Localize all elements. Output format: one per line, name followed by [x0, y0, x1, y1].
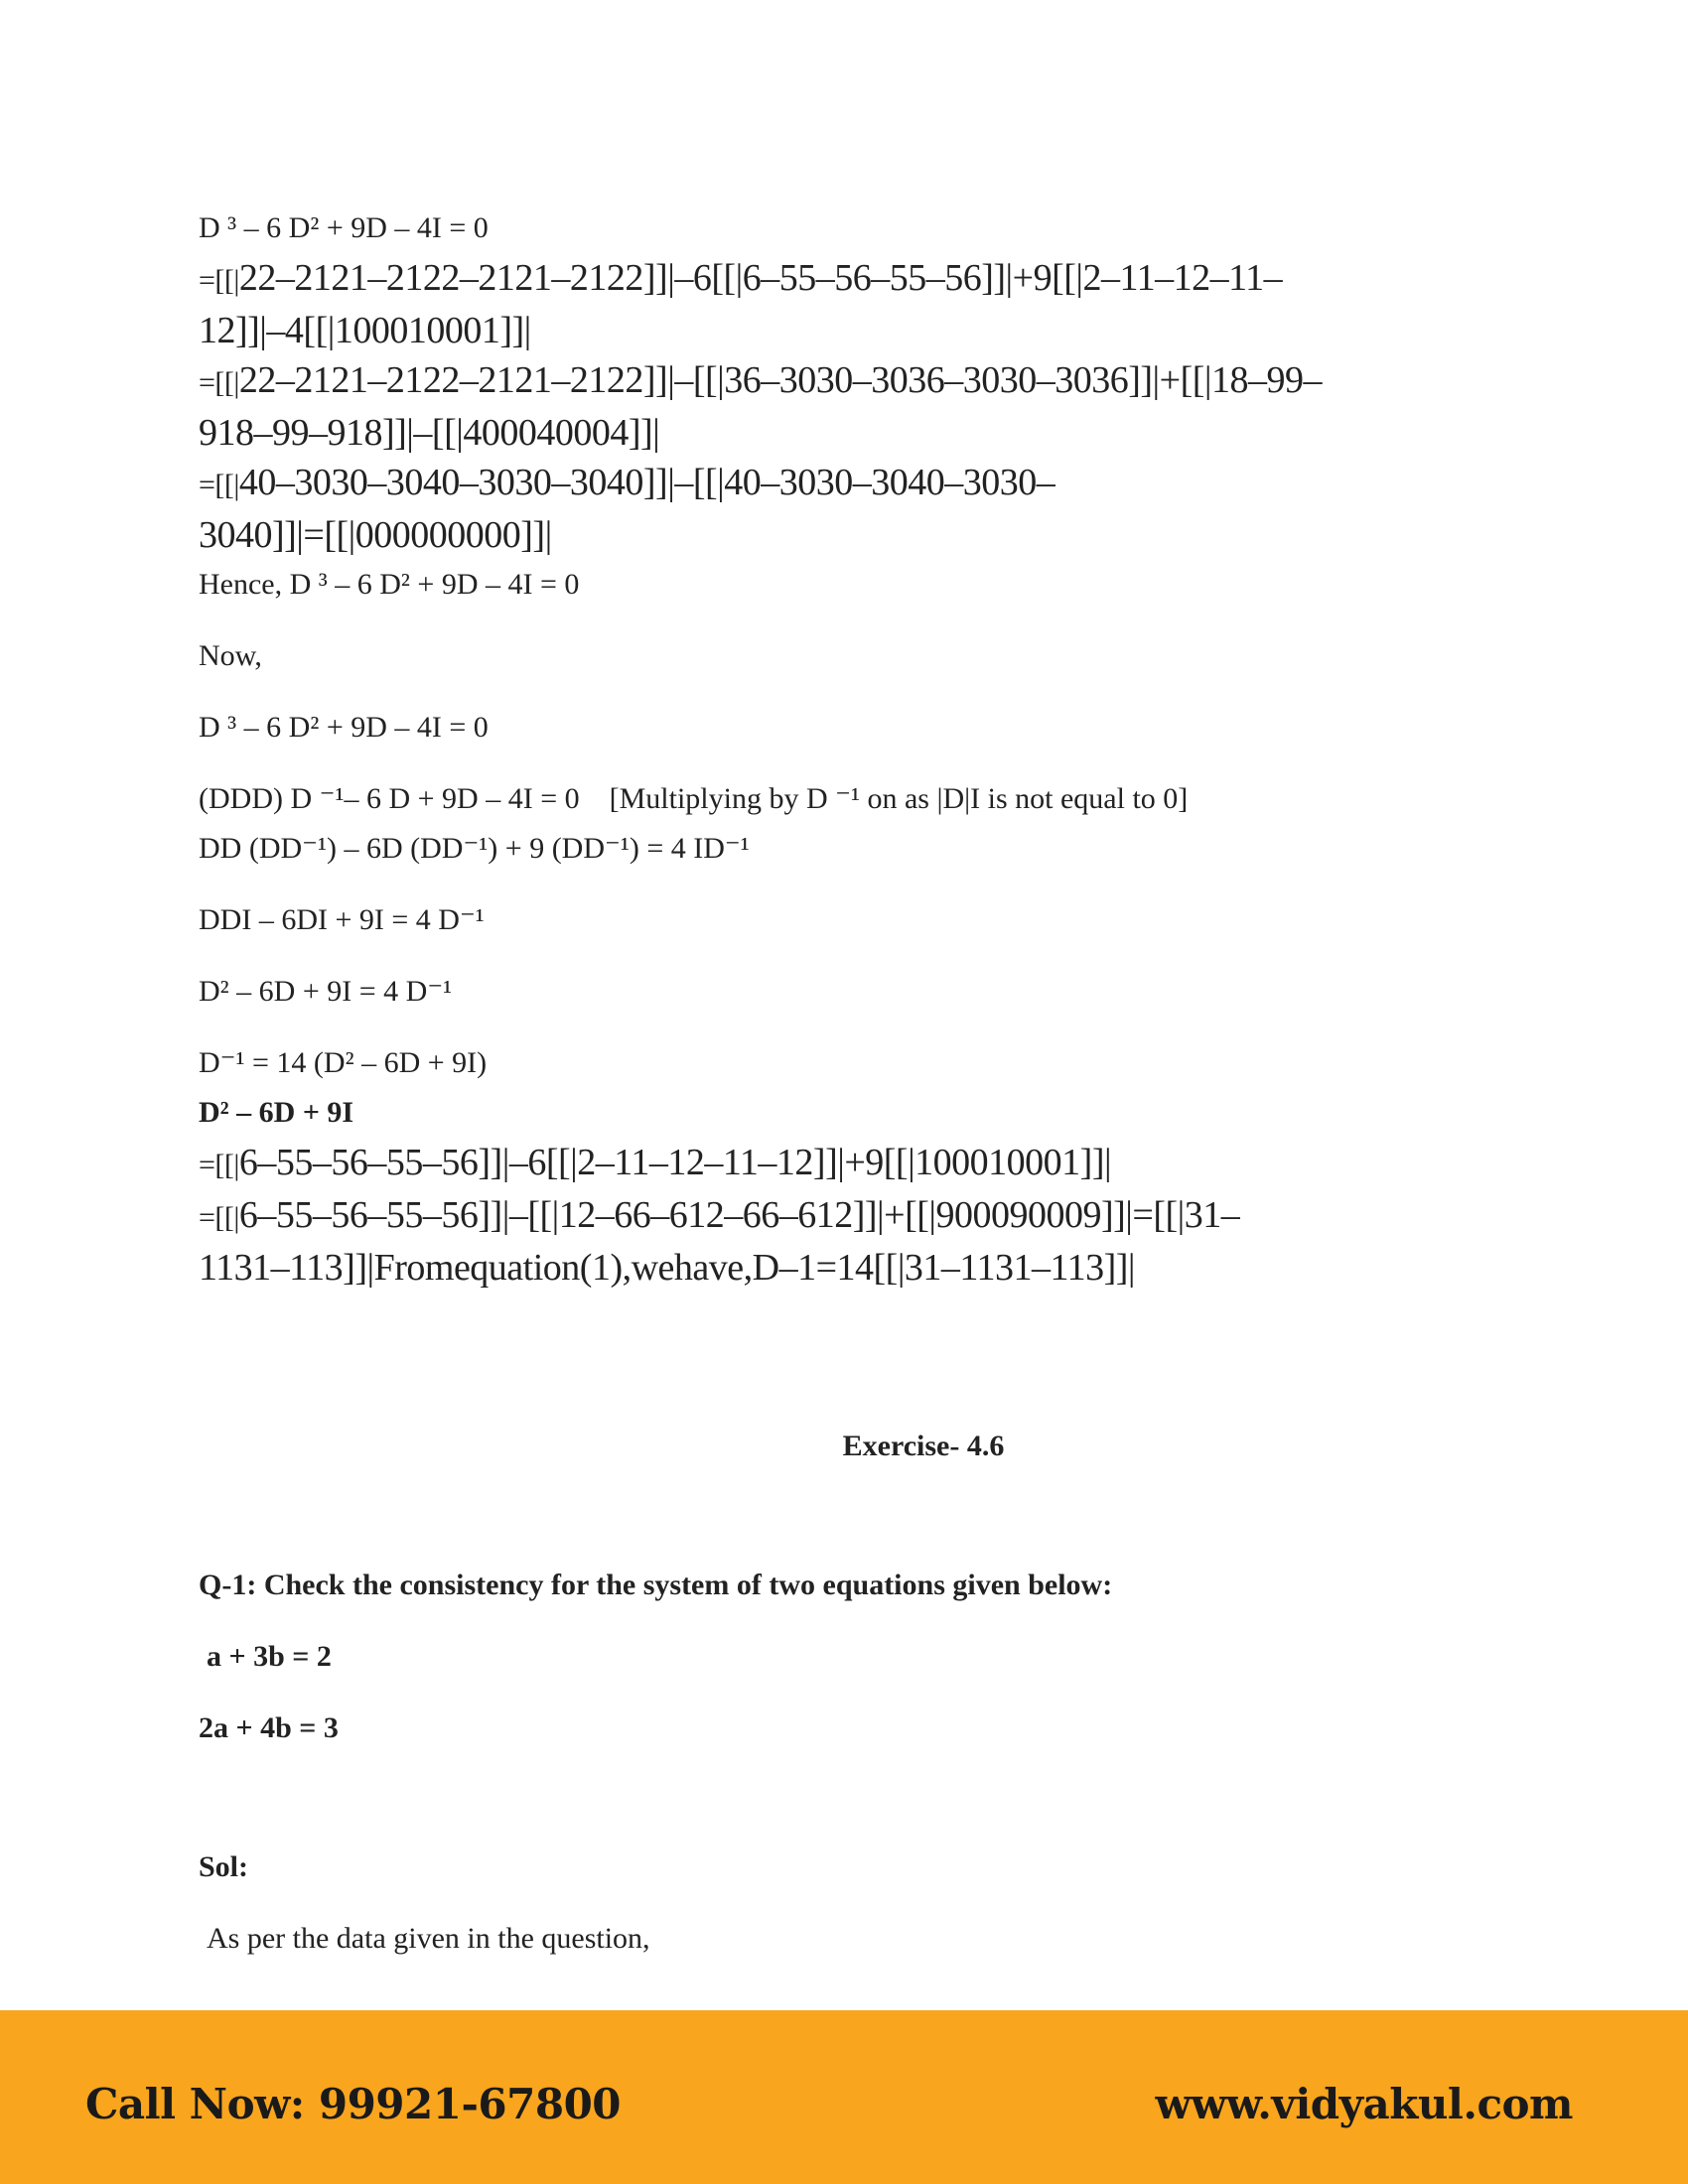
question-equation: a + 3b = 2 — [207, 1640, 332, 1673]
matrix-text: 22–2121–2122–2121–2122]]|–[[|36–3030–3036–3030–3036]]|+[[|18–99– — [238, 359, 1323, 401]
equation-line: D ³ – 6 D² + 9D – 4I = 0 — [199, 211, 489, 244]
equation-line: D⁻¹ = 14 (D² – 6D + 9I) — [199, 1046, 488, 1079]
website-link[interactable]: www.vidyakul.com — [1155, 2080, 1573, 2128]
equation-line: DD (DD⁻¹) – 6D (DD⁻¹) + 9 (DD⁻¹) = 4 ID⁻¹ — [199, 832, 750, 865]
equals-bracket: =[[| — [199, 264, 239, 297]
matrix-expression-line — [199, 458, 1489, 510]
equation-heading: D² – 6D + 9I — [199, 1096, 354, 1129]
exercise-title: Exercise- 4.6 — [842, 1430, 1005, 1462]
matrix-text: 6–55–56–55–56]]|–6[[|2–11–12–11–12]]|+9[[|100010001]]| — [238, 1142, 1112, 1183]
matrix-expression-line: 918–99–918]]|–[[|400040004]]| — [199, 412, 660, 454]
matrix-text: 22–2121–2122–2121–2122]]|–6[[|6–55–56–55–56]]|+9[[|2–11–12–11– — [238, 257, 1283, 299]
solution-label: Sol: — [199, 1850, 249, 1883]
equals-bracket: =[[| — [199, 366, 239, 399]
now-line: Now, — [199, 639, 262, 672]
matrix-expression-line — [199, 1138, 1489, 1190]
matrix-expression-line — [199, 253, 1489, 306]
equals-bracket: =[[| — [199, 469, 239, 501]
matrix-text: 40–3030–3040–3030–3040]]|–[[|40–3030–3040–3030– — [238, 462, 1055, 503]
footer-banner — [0, 2010, 1688, 2184]
page-content — [199, 204, 1489, 1964]
hence-line: Hence, D ³ – 6 D² + 9D – 4I = 0 — [199, 568, 580, 601]
call-now-text: Call Now: 99921-67800 — [85, 2080, 622, 2128]
matrix-expression-line — [199, 355, 1489, 408]
matrix-expression-line: 12]]|–4[[|100010001]]| — [199, 310, 531, 351]
equation-line: D² – 6D + 9I = 4 D⁻¹ — [199, 975, 453, 1008]
solution-text: As per the data given in the question, — [207, 1922, 650, 1955]
equation-text: (DDD) D ⁻¹– 6 D + 9D – 4I = 0 — [199, 782, 580, 815]
equation-line — [199, 774, 1489, 824]
matrix-expression-line: 1131–113]]|Fromequation(1),wehave,D–1=14[[|31–1131–113]]| — [199, 1247, 1136, 1289]
equals-bracket: =[[| — [199, 1201, 239, 1234]
matrix-expression-line: 3040]]|=[[|000000000]]| — [199, 514, 552, 556]
equals-bracket: =[[| — [199, 1149, 239, 1181]
matrix-expression-line — [199, 1190, 1489, 1243]
equation-line: D ³ – 6 D² + 9D – 4I = 0 — [199, 711, 489, 744]
matrix-text: 6–55–56–55–56]]|–[[|12–66–612–66–612]]|+[[|900090009]]|=[[|31– — [238, 1194, 1240, 1236]
equation-line: DDI – 6DI + 9I = 4 D⁻¹ — [199, 903, 485, 936]
question-heading: Q-1: Check the consistency for the system of two equations given below: — [199, 1569, 1113, 1601]
question-equation: 2a + 4b = 3 — [199, 1711, 339, 1744]
equation-note: [Multiplying by D ⁻¹ on as |D|I is not equal to 0] — [609, 782, 1189, 815]
